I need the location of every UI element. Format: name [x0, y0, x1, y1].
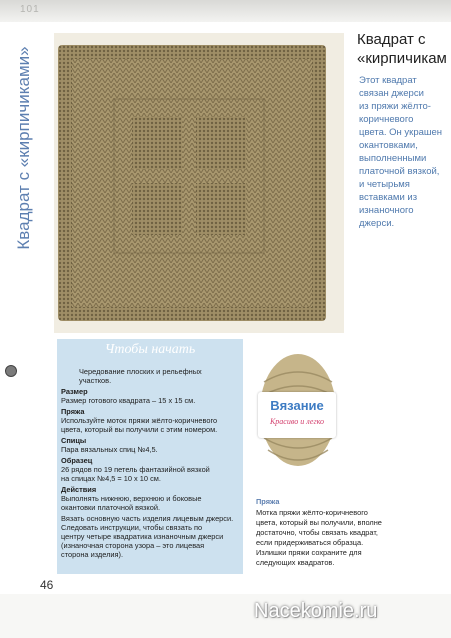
description-line: и четырьмя	[359, 179, 410, 190]
page-top-edge	[0, 0, 451, 22]
panel-text-line: Вязать основную часть изделия лицевым джерси.	[61, 514, 234, 523]
yarn-label-tagline: Красиво и легко	[269, 417, 325, 426]
description-line: вставками из	[359, 192, 418, 203]
description-line: связан джерси	[359, 88, 424, 99]
section-heading: Пряжа	[61, 407, 85, 416]
description-line: окантовками,	[359, 140, 418, 151]
description	[359, 74, 449, 230]
description-line: из пряжи жёлто-	[359, 101, 431, 112]
description-line: Этот квадрат	[359, 75, 417, 86]
description-line: платочной вязкой,	[359, 166, 440, 177]
description-line: коричневого	[359, 114, 414, 125]
section-heading: Спицы	[61, 436, 87, 445]
description-line: цвета. Он украшен	[359, 127, 443, 138]
yarn-caption-line: следующих квадратов.	[256, 558, 335, 567]
panel-text-line: Размер готового квадрата – 15 х 15 см.	[61, 396, 196, 405]
panel-text-line: Используйте моток пряжи жёлто-коричневого	[61, 416, 218, 425]
panel-heading: Чтобы начать	[104, 342, 196, 357]
vertical-title: Квадрат с «кирпичиками»	[14, 46, 33, 250]
yarn-caption-line: Излишки пряжи сохраните для	[256, 548, 362, 557]
page-bottom-edge	[0, 594, 451, 638]
panel-text-line: цвета, который вы получили с этим номером.	[61, 425, 218, 434]
yarn-caption-line: если придерживаться образца.	[256, 538, 364, 547]
yarn-label-brand: Вязание	[270, 398, 324, 413]
description-line: изнаночного	[359, 205, 414, 216]
page-number: 46	[40, 578, 54, 592]
knitted-square-image	[54, 33, 344, 333]
yarn-caption-line: цвета, который вы получили, вполне	[256, 518, 382, 527]
yarn-caption-line: достаточно, чтобы связать квадрат,	[256, 528, 378, 537]
title-line: «кирпичикам	[357, 50, 447, 67]
yarn-ball-bullet-icon	[5, 365, 17, 377]
page-title	[357, 30, 447, 68]
section-heading: Действия	[61, 485, 97, 494]
panel-text-line: участков.	[79, 376, 112, 385]
yarn-caption-heading: Пряжа	[256, 497, 280, 506]
panel-text-line: 26 рядов по 19 петель фантазийной вязкой	[61, 465, 210, 474]
watermark: Nacekomie.ru	[254, 600, 378, 622]
yarn-label	[258, 392, 336, 438]
panel-text-line: Следовать инструкции, чтобы связать по	[61, 523, 203, 532]
panel-text-line: сторона изделия).	[61, 550, 124, 559]
title-line: Квадрат с	[357, 31, 426, 48]
knitted-square-photo	[54, 33, 344, 333]
panel-text-line: окантовки платочной вязкой.	[61, 503, 161, 512]
description-line: джерси.	[359, 218, 395, 229]
panel-text-line: центру четыре квадратика изнаночным джерси	[61, 532, 224, 541]
getting-started-panel	[57, 339, 243, 574]
section-heading: Размер	[61, 387, 88, 396]
panel-text-line: (изнаночная сторона узора – это лицевая	[61, 541, 205, 550]
panel-text-line: Чередование плоских и рельефных	[79, 367, 202, 376]
panel-text-line: Пара вязальных спиц №4,5.	[61, 445, 158, 454]
description-line: выполненными	[359, 153, 427, 164]
panel-text-line: Выполнять нижнюю, верхнюю и боковые	[61, 494, 202, 503]
section-heading: Образец	[61, 456, 93, 465]
top-page-number: 101	[20, 4, 40, 15]
panel-text-line: на спицах №4,5 = 10 х 10 см.	[61, 474, 161, 483]
yarn-caption-line: Мотка пряжи жёлто-коричневого	[256, 508, 368, 517]
